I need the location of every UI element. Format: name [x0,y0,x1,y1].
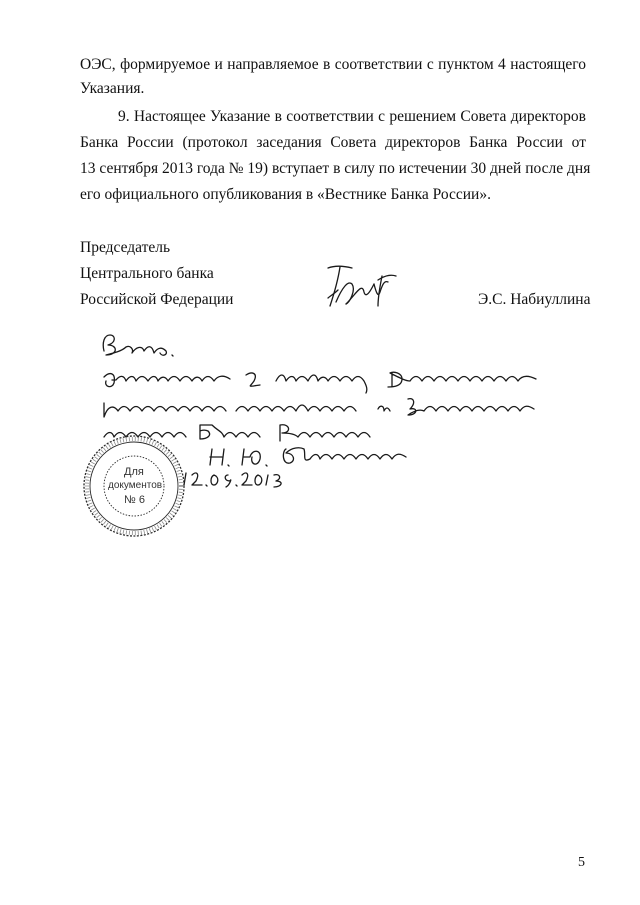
paragraph-line: 9. Настоящее Указание в соответствии с решением Совета директоров [118,108,586,125]
paragraph-line: его официального опубликования в «Вестнике Банка России». [80,186,491,203]
paragraph-line: Указания. [80,80,145,97]
signer-name: Э.С. Набиуллина [478,291,591,308]
handwritten-signature [322,262,402,312]
signer-title-line: Председатель [80,239,171,256]
stamp-text: № 6 [124,494,145,506]
signer-title-line: Российской Федерации [80,291,234,308]
stamp-text: Для [124,466,144,478]
page-number: 5 [578,855,585,870]
stamp-text: документов [108,480,163,491]
paragraph-line: Банка России (протокол заседания Совета директоров Банка России от [80,134,586,151]
paragraph-line: ОЭС, формируемое и направляемое в соответствии с пунктом 4 настоящего [80,56,586,73]
paragraph-line: 13 сентября 2013 года № 19) вступает в силу по истечении 30 дней после дня [80,160,591,177]
signer-title-line: Центрального банка [80,265,214,282]
